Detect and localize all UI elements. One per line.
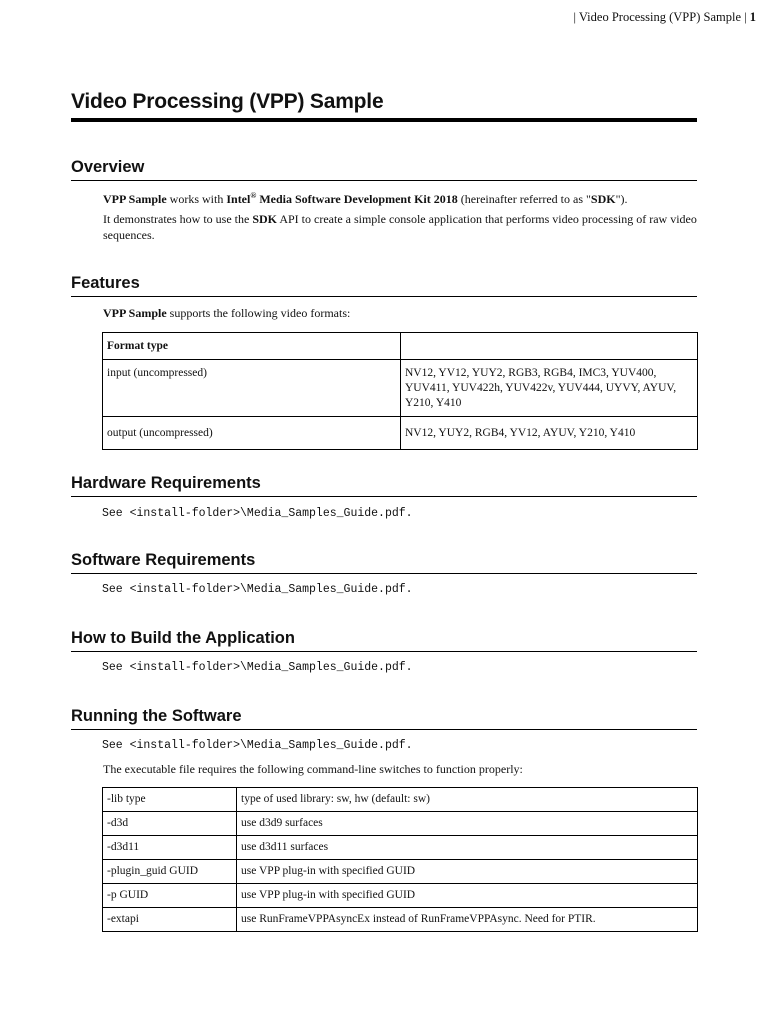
running-intro: The executable file requires the following command-line switches to function properly: [103,762,523,776]
switch-description: type of used library: sw, hw (default: sw) [237,788,698,812]
switch-name: -extapi [103,908,237,932]
sample-name: VPP Sample [103,306,167,320]
switch-description: use RunFrameVPPAsyncEx instead of RunFrameVPPAsync. Need for PTIR. [237,908,698,932]
table-cell: output (uncompressed) [103,417,401,450]
hardware-see-text: See <install-folder>\Media_Samples_Guide.pdf. [102,507,413,520]
table-header-cell: Format type [103,333,401,360]
overview-heading: Overview [71,158,697,181]
sdk-term: SDK [590,192,616,206]
switch-description: use d3d9 surfaces [237,812,698,836]
running-header-title: | Video Processing (VPP) Sample | [573,10,747,24]
text-fragment: API to create a simple console application that performs video processing of raw video sequences. [103,212,697,242]
hardware-heading: Hardware Requirements [71,474,697,497]
table-row [103,812,698,836]
page-title: Video Processing (VPP) Sample [71,90,697,122]
overview-paragraph-1 [103,188,697,207]
intel-brand [226,192,457,206]
table-row [103,884,698,908]
table-row [103,788,698,812]
switch-name: -d3d11 [103,836,237,860]
build-heading: How to Build the Application [71,629,697,652]
page-number: 1 [749,10,756,24]
features-intro [103,305,697,321]
features-heading: Features [71,274,697,297]
text-fragment: (hereinafter referred to as " [457,192,591,206]
formats-table [102,332,698,450]
table-row [103,860,698,884]
table-row [103,360,698,417]
table-header-cell [401,333,698,360]
sample-name: VPP Sample [103,192,167,206]
kit-name: Media Software Development Kit 2018 [256,192,458,206]
switch-name: -d3d [103,812,237,836]
table-row [103,908,698,932]
switch-name: -p GUID [103,884,237,908]
switches-table [102,787,698,932]
table-row [103,836,698,860]
switch-description: use VPP plug-in with specified GUID [237,884,698,908]
switch-description: use d3d11 surfaces [237,836,698,860]
text-fragment: supports the following video formats: [166,306,351,320]
text-fragment: "). [615,192,628,206]
text-fragment: It demonstrates how to use the [103,212,253,226]
text-fragment: works with [166,192,227,206]
switch-name: -plugin_guid GUID [103,860,237,884]
table-row [103,417,698,450]
table-header-row [103,333,698,360]
running-header [574,10,757,25]
sdk-term: SDK [252,212,277,226]
build-see-text: See <install-folder>\Media_Samples_Guide.pdf. [102,661,413,674]
switch-description: use VPP plug-in with specified GUID [237,860,698,884]
table-cell: input (uncompressed) [103,360,401,417]
switch-name: -lib type [103,788,237,812]
table-cell: NV12, YV12, YUY2, RGB3, RGB4, IMC3, YUV400, YUV411, YUV422h, YUV422v, YUV444, UYVY, AYUV, Y210, Y410 [401,360,698,417]
overview-paragraph-2 [103,211,697,243]
running-heading: Running the Software [71,707,697,730]
software-heading: Software Requirements [71,551,697,574]
software-see-text: See <install-folder>\Media_Samples_Guide.pdf. [102,583,413,596]
table-cell: NV12, YUY2, RGB4, YV12, AYUV, Y210, Y410 [401,417,698,450]
running-see-text: See <install-folder>\Media_Samples_Guide.pdf. [102,739,413,752]
registered-mark: ® [250,191,257,200]
intel-text: Intel [226,192,251,206]
